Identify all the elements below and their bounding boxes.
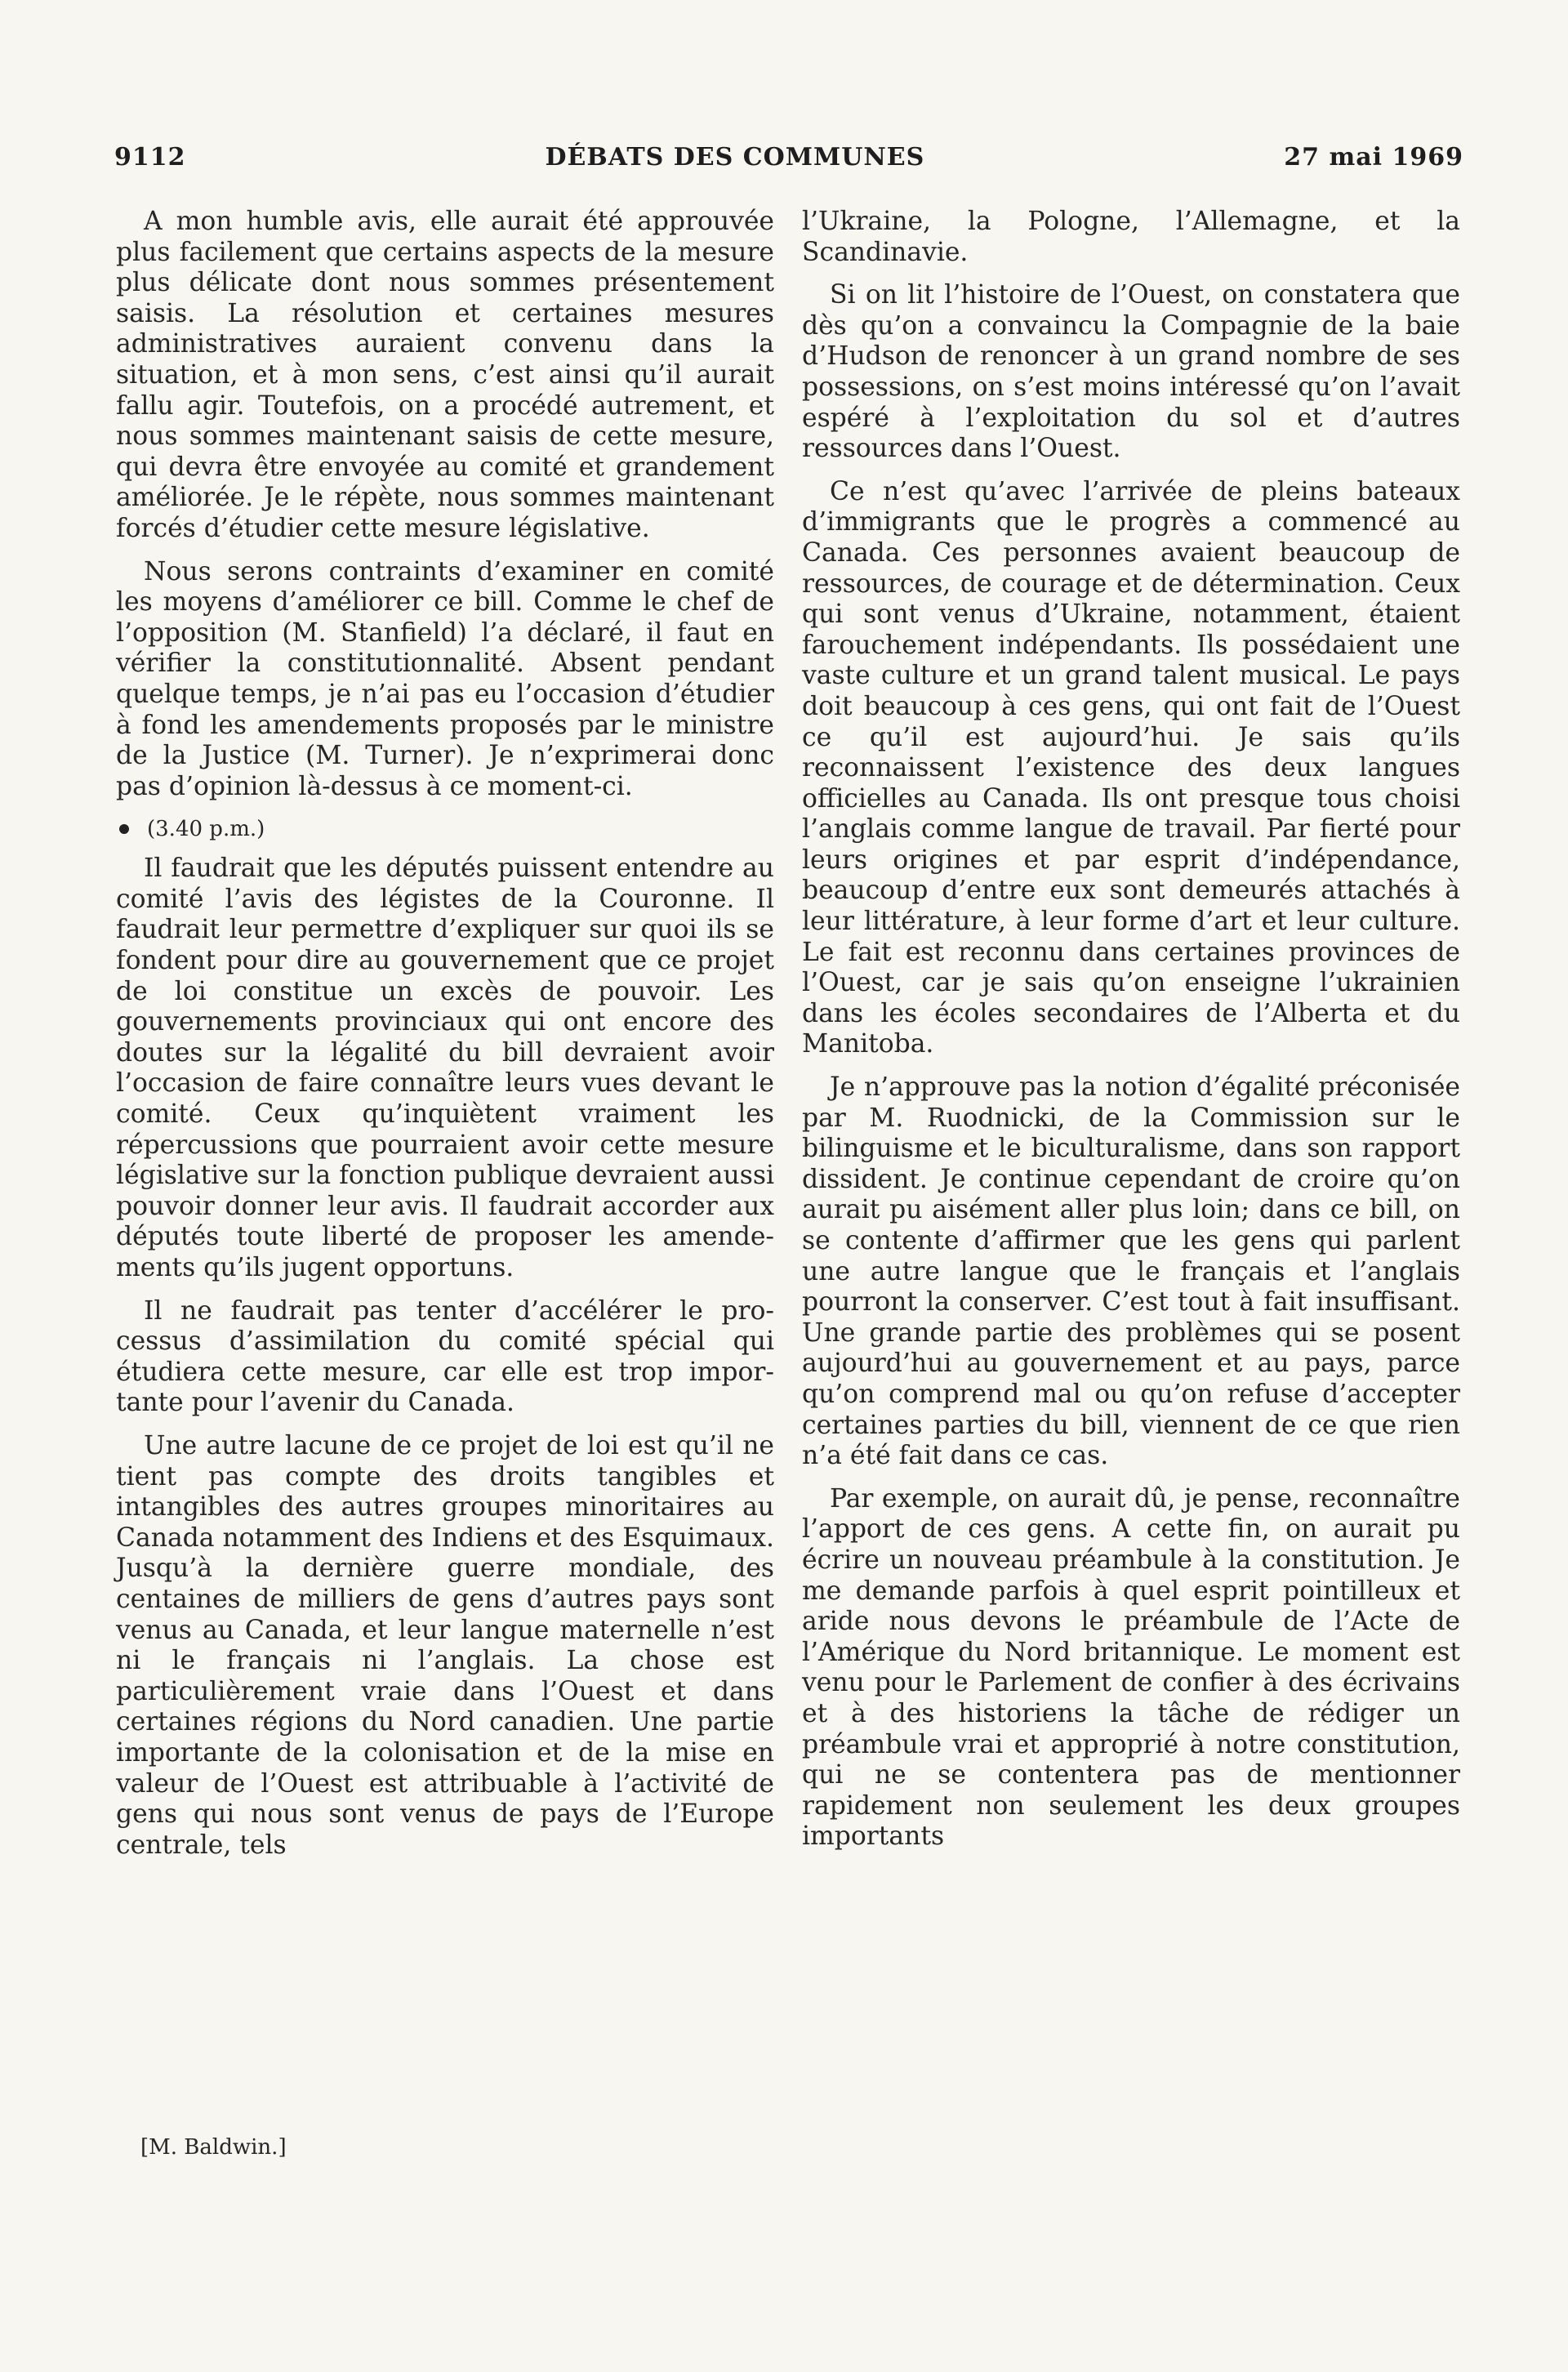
timestamp-text: (3.40 p.m.) — [147, 817, 265, 842]
left-column — [116, 207, 774, 1873]
paragraph: Par exemple, on aurait dû, je pense, reconnaître l’apport de ces gens. A cette fin, on aurait pu écrire un nouveau préambule à la constitution. Je me demande parfois à quel esprit pointilleux et aride nous devons le préambule de l’Acte de l’Amérique du Nord britannique. Le moment est venu pour le Parlement de confier à des écrivains et à des historiens la tâche de rédiger un préambule vrai et approprié à notre constitution, qui ne se contentera pas de mentionner rapidement non seulement les deux groupes importants — [802, 1483, 1460, 1852]
paragraph: Il faudrait que les députés puissent entendre au comité l’avis des légistes de la Couronne. Il faudrait leur permettre d’expliquer sur quoi ils se fondent pour dire au gouvernement que ce projet de loi constitue un excès de pouvoir. Les gouvernements provinciaux qui ont encore des doutes sur la légalité du bill devraient avoir l’occasion de faire connaître leurs vues devant le comité. Ceux qu’inquiètent vraiment les répercussions que pourraient avoir cette mesure législative sur la fonction publique devraient aussi pouvoir donner leur avis. Il faudrait accorder aux députés toute liberté de proposer les amendements qu’ils jugent opportuns. — [116, 854, 774, 1282]
speaker-attribution: [M. Baldwin.] — [140, 2135, 287, 2160]
page-number: 9112 — [114, 142, 186, 172]
time-marker — [116, 814, 774, 844]
paragraph: Une autre lacune de ce projet de loi est qu’il ne tient pas compte des droits tangibles et intangibles des autres groupes minoritaires au Canada notamment des Indiens et des Esquimaux. Jusqu’à la dernière guerre mondiale, des centaines de milliers de gens d’autres pays sont venus au Canada, et leur langue maternelle n’est ni le français ni l’anglais. La chose est particulièrement vraie dans l’Ouest et dans certaines régions du Nord canadien. Une partie importante de la colonisation et de la mise en valeur de l’Ouest est attribuable à l’activité de gens qui nous sont venus de pays de l’Europe centrale, tels — [116, 1430, 774, 1860]
issue-date: 27 mai 1969 — [1284, 142, 1463, 172]
paragraph: Si on lit l’histoire de l’Ouest, on constatera que dès qu’on a convaincu la Compagnie de la baie d’Hudson de renoncer à un grand nombre de ses possessions, on s’est moins intéressé qu’on l’avait espéré à l’exploitation du sol et d’autres ressources dans l’Ouest. — [802, 280, 1460, 464]
bullet-icon — [119, 824, 129, 834]
paragraph: Il ne faudrait pas tenter d’accélérer le processus d’assimilation du comité spécial qui étudiera cette mesure, car elle est trop importante pour l’avenir du Canada. — [116, 1295, 774, 1418]
paragraph-continuation: l’Ukraine, la Pologne, l’Allemagne, et la Scandinavie. — [802, 207, 1460, 267]
right-column — [802, 207, 1460, 1865]
paragraph: A mon humble avis, elle aurait été approuvée plus facilement que certains aspects de la mesure plus délicate dont nous sommes présentement saisis. La résolution et certaines mesures administratives auraient convenu dans la situation, et à mon sens, c’est ainsi qu’il aurait fallu agir. Toutefois, on a procédé autrement, et nous sommes maintenant saisis de cette mesure, qui devra être envoyée au comité et grandement améliorée. Je le répète, nous sommes maintenant forcés d’étudier cette mesure législative. — [116, 207, 774, 543]
running-head — [114, 139, 1463, 175]
paragraph: Je n’approuve pas la notion d’égalité préconisée par M. Ruodnicki, de la Commission sur le bilinguisme et le biculturalisme, dans son rapport dissident. Je continue cependant de croire qu’on aurait pu aisément aller plus loin; dans ce bill, on se contente d’affirmer que les gens qui parlent une autre langue que le français et l’anglais pourront la conserver. C’est tout à fait insuffisant. Une grande partie des problèmes qui se posent aujourd’hui au gouvernement et au pays, parce qu’on comprend mal ou qu’on refuse d’accepter certaines parties du bill, viennent de ce que rien n’a été fait dans ce cas. — [802, 1072, 1460, 1471]
paragraph: Ce n’est qu’avec l’arrivée de pleins bateaux d’immigrants que le progrès a commencé au Canada. Ces personnes avaient beaucoup de ressources, de courage et de détermination. Ceux qui sont venus d’Ukraine, notamment, étaient farouchement indépendants. Ils possédaient une vaste culture et un grand talent musical. Le pays doit beaucoup à ces gens, qui ont fait de l’Ouest ce qu’il est aujourd’hui. Je sais qu’ils reconnaissent l’existence des deux langues officielles au Canada. Ils ont presque tous choisi l’anglais comme langue de travail. Par fierté pour leurs origines et par esprit d’indépendance, beaucoup d’entre eux sont demeurés attachés à leur littérature, à leur forme d’art et leur culture. Le fait est reconnu dans certaines provinces de l’Ouest, car je sais qu’on enseigne l’ukrainien dans les écoles secondaires de l’Alberta et du Manitoba. — [802, 476, 1460, 1059]
paragraph: Nous serons contraints d’examiner en comité les moyens d’améliorer ce bill. Comme le chef de l’opposition (M. Stanfield) l’a déclaré, il faut en vérifier la constitutionnalité. Absent pendant quelque temps, je n’ai pas eu l’occasion d’étudier à fond les amendements proposés par le ministre de la Justice (M. Turner). Je n’exprimerai donc pas d’opinion là-dessus à ce moment-ci. — [116, 556, 774, 801]
publication-title: DÉBATS DES COMMUNES — [545, 142, 925, 172]
